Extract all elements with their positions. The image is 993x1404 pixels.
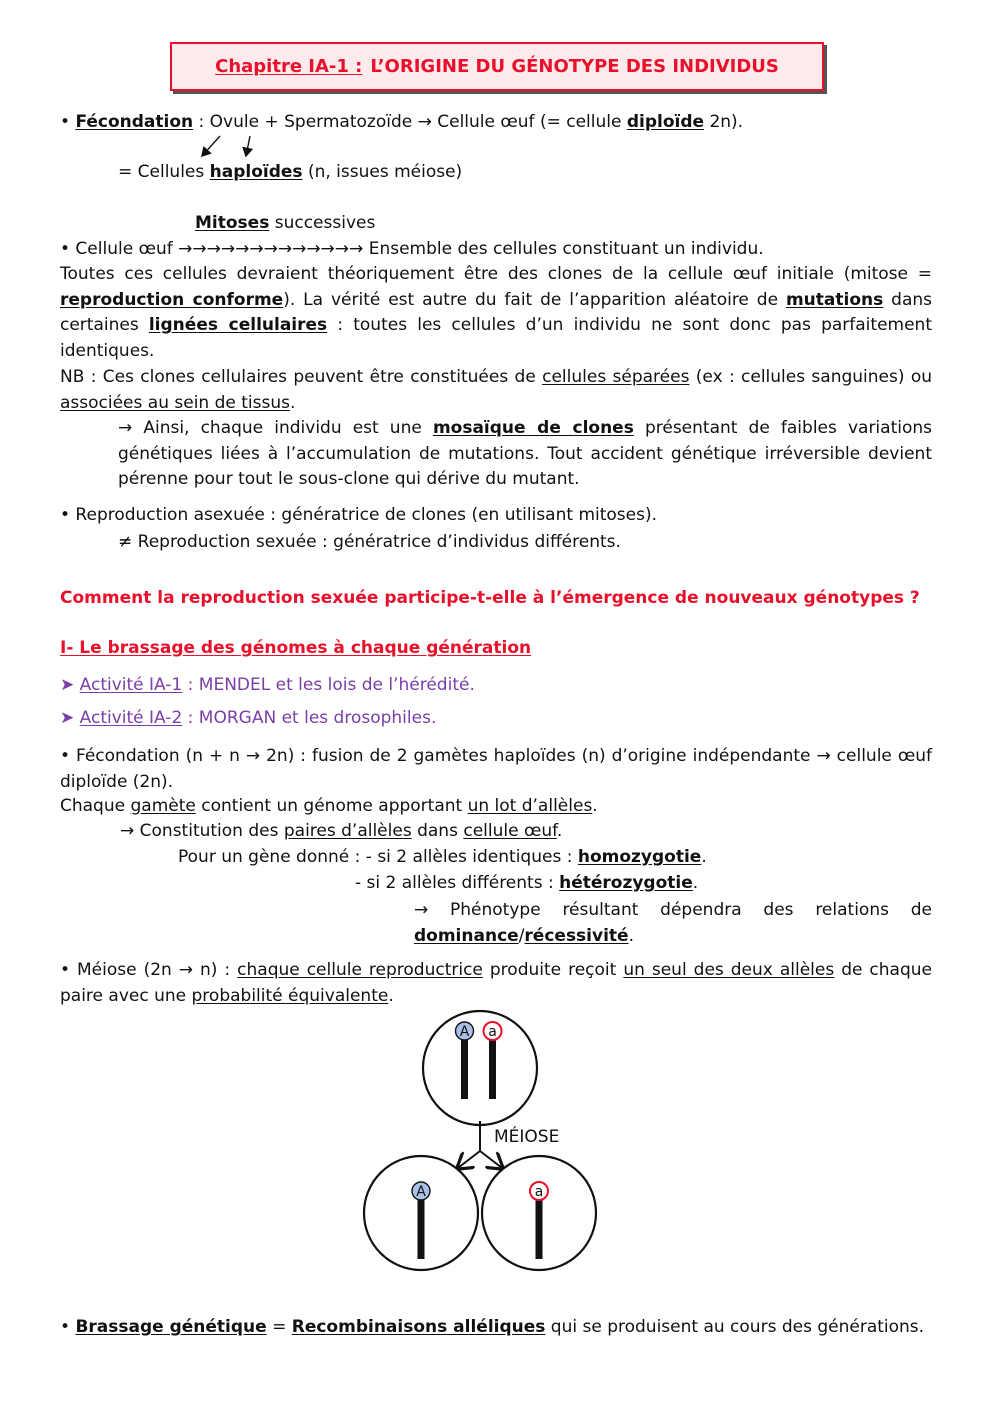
phenotype-line: → Phénotype résultant dépendra des relations de dominance/récessivité.	[414, 900, 932, 946]
activity-link[interactable]: Activité IA-1	[79, 675, 183, 695]
mitoses-label: Mitoses successives	[195, 213, 376, 233]
reproduction-asexuee: • Reproduction asexuée : génératrice de clones (en utilisant mitoses).	[60, 505, 658, 525]
gene-heterozygote: - si 2 allèles différents : hétérozygotie.	[355, 873, 699, 893]
arrow-spermatozoide	[246, 136, 250, 156]
constitution-line: → Constitution des paires d’allèles dans cellule œuf.	[120, 821, 563, 841]
reproduction-sexuee: ≠ Reproduction sexuée : génératrice d’individus différents.	[118, 532, 621, 552]
allele-recessive-label: a	[488, 1024, 497, 1040]
meiose-paragraph: • Méiose (2n → n) : chaque cellule reproductrice produite reçoit un seul des deux allèles de chaque paire avec une probabilité équivalente.	[60, 960, 933, 1006]
brassage-line: • Brassage génétique = Recombinaisons alléliques qui se produisent au cours des générations.	[60, 1317, 925, 1337]
chapter-title: L’ORIGINE DU GÉNOTYPE DES INDIVIDUS	[370, 56, 779, 77]
allele-recessive-label: a	[534, 1184, 544, 1200]
activity-link[interactable]: Activité IA-2	[79, 708, 183, 728]
meiosis-arrow-left	[458, 1151, 480, 1168]
gamete-line: Chaque gamète contient un génome apportant un lot d’allèles.	[60, 796, 598, 816]
chapter-number: Chapitre IA-1 :	[215, 56, 363, 77]
fecondation-arrows	[190, 132, 260, 162]
term-fecondation: Fécondation	[75, 112, 194, 132]
gene-homozygote: Pour un gène donné : - si 2 allèles identiques : homozygotie.	[178, 847, 707, 867]
nb-paragraph: NB : Ces clones cellulaires peuvent être constituées de cellules séparées (ex : cellules sanguines) ou associées au sein de tissus.	[60, 367, 932, 413]
arrow-ovule	[202, 136, 220, 156]
paragraph-clones: Toutes ces cellules devraient théoriquement être des clones de la cellule œuf initiale (mitose = reproduction conforme). La vérité est autre du fait de l’apparition aléatoire de mutations dans certaines lignées cellulaires : toutes les cellules d’un individu ne sont donc pas parfaitement identiques.	[60, 264, 932, 361]
chevron-right-icon: ➤	[60, 708, 75, 728]
ainsi-paragraph: → Ainsi, chaque individu est une mosaïque de clones présentant de faibles variations génétiques liées à l’accumulation de mutations. Tout accident génétique irréversible devient pérenne pour tout le sous-clone qui dérive du mutant.	[118, 418, 932, 490]
activity-ia2: ➤ Activité IA-2 : MORGAN et les drosophiles.	[60, 708, 437, 728]
fecondation-fusion: • Fécondation (n + n → 2n) : fusion de 2 gamètes haploïdes (n) d’origine indépendante → cellule œuf diploïde (2n).	[60, 746, 932, 792]
parent-cell	[423, 1011, 537, 1125]
meiosis-arrow-right	[480, 1151, 502, 1168]
cellule-oeuf-line: • Cellule œuf →→→→→→→→→→→→→ Ensemble des cellules constituant un individu.	[60, 239, 764, 259]
term-haploides: haploïdes	[209, 162, 303, 182]
haploides-line: = Cellules haploïdes (n, issues méiose)	[118, 162, 463, 182]
activity-ia1: ➤ Activité IA-1 : MENDEL et les lois de l’hérédité.	[60, 675, 475, 695]
chevron-right-icon: ➤	[60, 675, 75, 695]
meiosis-label: MÉIOSE	[494, 1127, 560, 1147]
problem-question: Comment la reproduction sexuée participe-t-elle à l’émergence de nouveaux génotypes ?	[60, 588, 920, 608]
fecondation-line: • Fécondation : Ovule + Spermatozoïde → Cellule œuf (= cellule diploïde 2n).	[60, 112, 744, 132]
section-heading: I- Le brassage des génomes à chaque génération	[60, 638, 532, 658]
term-diploide: diploïde	[626, 112, 705, 132]
meiosis-diagram	[360, 1003, 610, 1273]
allele-dominant-label: A	[459, 1024, 470, 1040]
chapter-title-box	[170, 42, 824, 91]
allele-dominant-label: A	[416, 1184, 426, 1200]
